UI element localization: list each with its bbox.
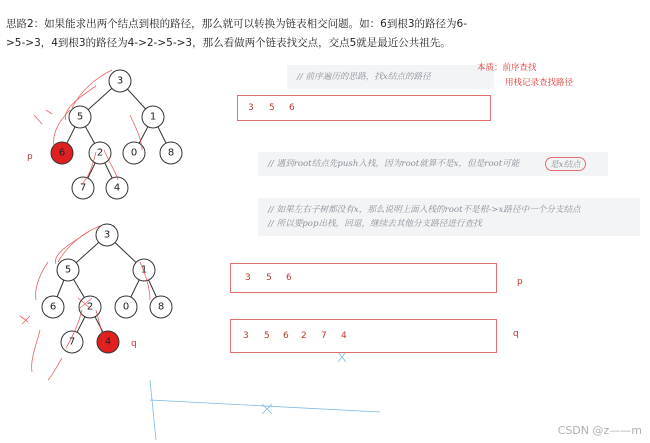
tree-node <box>109 70 131 92</box>
tree-node <box>57 259 79 281</box>
tree-node <box>69 106 91 128</box>
label-q-left: q <box>131 339 137 349</box>
stack-box-1: 3 5 6 <box>237 95 491 121</box>
svg-text:4: 4 <box>104 336 112 348</box>
svg-text:3: 3 <box>103 229 111 241</box>
essence-note-line-2: 用栈记录查找路径 <box>505 78 574 88</box>
label-q-right: q <box>513 329 519 339</box>
comment-push-circled: 是x结点 <box>545 157 586 171</box>
tree-node-highlighted <box>51 142 73 164</box>
svg-text:8: 8 <box>157 301 165 313</box>
tree-node <box>123 142 145 164</box>
tree-node <box>115 296 137 318</box>
comment-pop-line-1: // 如果左右子树都没有x，那么说明上面入栈的root不是根->x路径中一个分支结点 <box>268 205 581 215</box>
comment-pop-line-2: // 所以要pop出栈，回退，继续去其他分支路径进行查找 <box>268 219 482 229</box>
tree-bottom <box>30 222 190 362</box>
svg-text:8: 8 <box>167 147 175 159</box>
tree-node <box>79 296 101 318</box>
svg-text:0: 0 <box>122 301 130 313</box>
stack-box-2: 3 5 6 <box>230 263 497 293</box>
svg-text:4: 4 <box>113 182 121 194</box>
tree-node <box>42 296 64 318</box>
code-comment-preorder: // 前序遍历的思路，找x结点的路径 <box>287 65 494 89</box>
tree-node <box>106 177 128 199</box>
svg-text:6: 6 <box>58 147 66 159</box>
watermark: CSDN @z——m <box>557 424 642 437</box>
tree-node <box>96 224 118 246</box>
essence-note <box>477 61 573 88</box>
tree-node <box>150 296 172 318</box>
svg-text:6: 6 <box>49 301 57 313</box>
label-p-left: p <box>27 152 33 162</box>
tree-node <box>89 142 111 164</box>
svg-text:5: 5 <box>76 111 84 123</box>
svg-text:5: 5 <box>64 264 72 276</box>
tree-node <box>72 177 94 199</box>
tree-node-highlighted <box>97 331 119 353</box>
svg-text:3: 3 <box>116 75 124 87</box>
comment-push-main: // 遇到root结点先push入栈，因为root就算不是x，但是root可能 <box>268 159 520 169</box>
tree-node <box>142 106 164 128</box>
svg-text:2: 2 <box>86 301 94 313</box>
essence-note-line-1: 本质：前序查找 <box>477 63 537 73</box>
svg-text:1: 1 <box>140 264 148 276</box>
tree-node <box>61 331 83 353</box>
tree-top <box>40 65 200 205</box>
tree-node <box>133 259 155 281</box>
label-p-right: p <box>517 277 523 287</box>
intro-line-1: 思路2：如果能求出两个结点到根的路径，那么就可以转换为链表相交问题。如：6到根3的路径为6- <box>6 18 468 30</box>
stack-box-3: 3 5 6 2 7 4 <box>230 319 497 353</box>
intro-line-2: >5->3，4到根3的路径为4->2->5->3，那么看做两个链表找交点，交点5就是最近公共祖先。 <box>6 37 451 49</box>
tree-node <box>160 142 182 164</box>
svg-text:1: 1 <box>149 111 157 123</box>
intro-text <box>6 15 506 53</box>
svg-text:2: 2 <box>96 147 104 159</box>
svg-text:7: 7 <box>79 182 87 194</box>
svg-text:7: 7 <box>68 336 76 348</box>
svg-text:0: 0 <box>130 147 138 159</box>
code-comment-pop <box>258 198 640 236</box>
